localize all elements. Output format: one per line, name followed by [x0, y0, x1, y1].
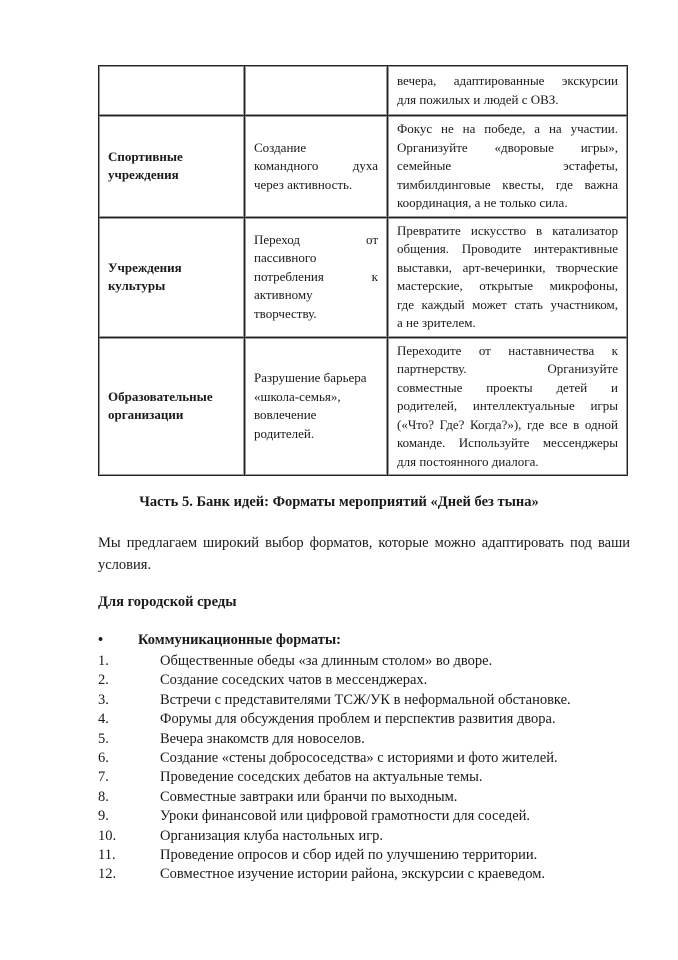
item-text: Уроки финансовой или цифровой грамотности для соседей. — [160, 808, 531, 825]
recommendation-line: а не зрителем. — [397, 315, 476, 330]
item-text: Создание «стены добрососедства» с историями и фото жителей. — [160, 749, 558, 766]
goal-line: Создание — [254, 139, 307, 155]
item-number: 12. — [98, 866, 117, 883]
institutions-table — [98, 65, 628, 476]
recommendation-line: вечера, адаптированные экскурсии — [397, 73, 618, 88]
item-text: Совместные завтраки или бранчи по выходным. — [160, 788, 458, 805]
goal-line: творчеству. — [254, 305, 317, 321]
institution-cell — [99, 66, 245, 116]
recommendation-line: выставки, арт-вечеринки, творческие — [397, 259, 618, 275]
recommendation-cell — [388, 116, 628, 218]
recommendation-cell — [388, 338, 628, 477]
item-text: Организация клуба настольных игр. — [160, 827, 384, 844]
table-row — [99, 66, 628, 116]
item-text: Общественные обеды «за длинным столом» во дворе. — [160, 653, 493, 669]
goal-line: командного духа — [254, 158, 378, 173]
bullet-heading-text: Коммуникационные форматы: — [138, 632, 341, 648]
table-row — [99, 218, 628, 338]
item-text: Вечера знакомств для новоселов. — [160, 730, 365, 747]
goal-line: потребления к — [254, 268, 378, 284]
goal-line: Разрушение барьера — [254, 370, 367, 386]
goal-line: пассивного — [254, 250, 317, 266]
goal-line: вовлечение — [254, 407, 317, 423]
recommendation-line: где каждый может стать участником, — [397, 296, 618, 312]
institution-cell: Образовательные организации — [99, 338, 245, 477]
goal-cell — [245, 116, 388, 218]
recommendation-cell — [388, 66, 628, 116]
item-number: 7. — [98, 769, 109, 786]
item-text: Совместное изучение истории района, экскурсии с краеведом. — [160, 866, 546, 883]
recommendation-line: для постоянного диалога. — [397, 453, 539, 469]
institution-cell: Учреждения культуры — [99, 218, 245, 338]
item-text: Встречи с представителями ТСЖ/УК в неформальной обстановке. — [160, 691, 571, 708]
item-number: 2. — [98, 672, 109, 689]
goal-cell — [245, 66, 388, 116]
recommendation-line: («Что? Где? Когда?»), где все в одной — [397, 416, 618, 432]
recommendation-line: родителей, интеллектуальные игры — [397, 398, 618, 413]
item-number: 5. — [98, 730, 109, 747]
item-number: 3. — [98, 691, 109, 708]
recommendation-line: для пожилых и людей с ОВЗ. — [397, 91, 559, 107]
goal-line: «школа-семья», — [254, 388, 341, 404]
item-number: 11. — [98, 846, 116, 863]
recommendation-line: Фокус не на победе, а на участии. — [397, 121, 618, 136]
recommendation-line: тимбилдинговые квесты, где важна — [397, 176, 618, 192]
recommendation-line: мастерские, открытые микрофоны, — [397, 278, 618, 293]
goal-line: Переход от — [254, 231, 378, 247]
recommendation-cell — [388, 218, 628, 338]
goal-cell — [245, 218, 388, 338]
bullet-icon: • — [98, 632, 104, 648]
subsection-heading: Для городской среды — [98, 594, 237, 610]
item-text: Проведение опросов и сбор идей по улучшению территории. — [160, 846, 538, 863]
goal-cell — [245, 338, 388, 477]
intro-paragraph: Мы предлагаем широкий выбор форматов, которые можно адаптировать под ваши условия. — [98, 535, 630, 573]
table-row — [99, 338, 628, 477]
table-row — [99, 116, 628, 218]
recommendation-line: Превратите искусство в катализатор — [397, 222, 618, 238]
goal-line: через активность. — [254, 176, 353, 192]
recommendation-line: команде. Используйте мессенджеры — [397, 435, 618, 450]
item-number: 4. — [98, 711, 109, 728]
institution-cell: Спортивные учреждения — [99, 116, 245, 218]
goal-line: активному — [254, 287, 313, 303]
goal-line: родителей. — [254, 425, 315, 441]
section-heading: Часть 5. Банк идей: Форматы мероприятий «Дней без тына» — [139, 494, 539, 510]
recommendation-line: общения. Проводите интерактивные — [397, 241, 618, 256]
item-number: 10. — [98, 827, 117, 844]
item-number: 6. — [98, 749, 109, 766]
item-text: Создание соседских чатов в мессенджерах. — [160, 672, 428, 689]
recommendation-line: координация, а не только сила. — [397, 195, 568, 210]
item-number: 8. — [98, 788, 109, 805]
recommendation-line: семейные эстафеты, — [397, 158, 618, 173]
recommendation-line: совместные проекты детей и — [397, 379, 618, 395]
item-number: 1. — [98, 653, 109, 669]
item-text: Форумы для обсуждения проблем и перспектив развития двора. — [160, 711, 556, 728]
item-number: 9. — [98, 808, 109, 825]
recommendation-line: партнерству. Организуйте — [397, 361, 618, 376]
recommendation-line: Переходите от наставничества к — [397, 342, 618, 358]
item-text: Проведение соседских дебатов на актуальные темы. — [160, 769, 483, 786]
recommendation-line: Организуйте «дворовые игры», — [397, 139, 618, 155]
